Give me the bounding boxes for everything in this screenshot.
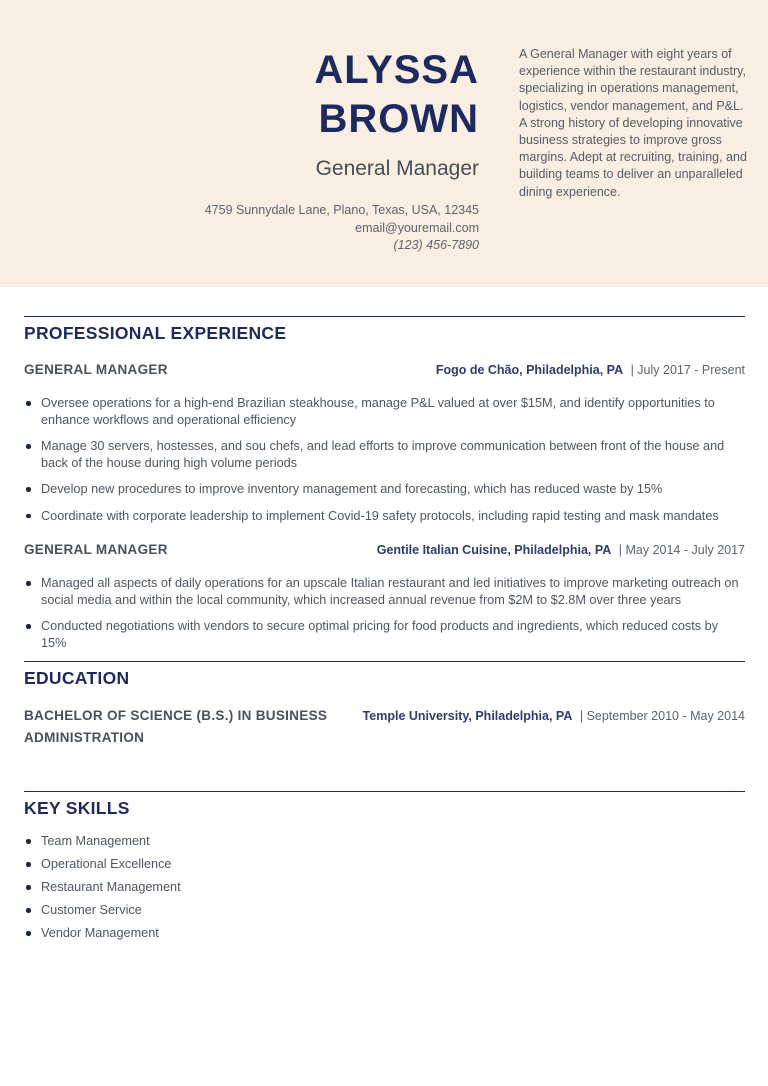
- education-row: [24, 705, 745, 749]
- header-identity-column: [24, 46, 479, 287]
- job-dates: | July 2017 - Present: [630, 363, 745, 377]
- job-bullet-list: [24, 575, 745, 651]
- section-divider: [24, 661, 745, 662]
- job-bullet: Conducted negotiations with vendors to secure optimal pricing for food products and ingredients, which reduced costs by 15%: [24, 618, 745, 651]
- job-bullet: Manage 30 servers, hostesses, and sou chefs, and lead efforts to improve communication between front of the house and back of the house during high volume periods: [24, 438, 745, 471]
- skill-item: Operational Excellence: [24, 856, 745, 873]
- section-divider: [24, 316, 745, 317]
- job-dates: | May 2014 - July 2017: [618, 543, 745, 557]
- job-entry-2: [24, 539, 745, 651]
- job-bullet: Develop new procedures to improve inventory management and forecasting, which has reduced waste by 15%: [24, 481, 745, 498]
- skill-item: Team Management: [24, 833, 745, 850]
- company-name: Gentile Italian Cuisine, Philadelphia, PA: [376, 543, 612, 557]
- job-header-row: [24, 539, 745, 561]
- experience-heading: PROFESSIONAL EXPERIENCE: [24, 323, 287, 343]
- header-job-title: General Manager: [315, 157, 479, 180]
- education-heading: EDUCATION: [24, 668, 130, 688]
- name-line-2: BROWN: [318, 97, 479, 141]
- education-dates: | September 2010 - May 2014: [579, 709, 745, 723]
- job-title: GENERAL MANAGER: [24, 362, 168, 377]
- resume-header: [0, 0, 768, 287]
- company-name: Fogo de Chão, Philadelphia, PA: [435, 363, 624, 377]
- job-meta: [377, 539, 745, 561]
- job-title: GENERAL MANAGER: [24, 542, 168, 557]
- summary-paragraph: A General Manager with eight years of experience within the restaurant industry, specializing in operations management, logistics, vendor management, and P&L. A strong history of developing innovative business strategies to improve gross margins. Adept at recruiting, training, and building teams to deliver an unparalleled dining experience.: [519, 47, 747, 199]
- section-divider: [24, 791, 745, 792]
- contact-phone: (123) 456-7890: [393, 238, 479, 252]
- skills-list: [24, 833, 745, 942]
- job-bullet: Oversee operations for a high-end Brazilian steakhouse, manage P&L valued at over $15M, and identify opportunities to enhance workflows and operational efficiency: [24, 395, 745, 428]
- job-entry-1: [24, 359, 745, 524]
- resume-body: [0, 287, 768, 942]
- education-meta: [363, 705, 745, 727]
- contact-address: 4759 Sunnydale Lane, Plano, Texas, USA, 12345: [204, 203, 479, 217]
- section-experience: [24, 316, 745, 651]
- job-bullet-list: [24, 395, 745, 524]
- school-name: Temple University, Philadelphia, PA: [362, 709, 573, 723]
- name-heading: [24, 46, 479, 144]
- job-header-row: [24, 359, 745, 381]
- skill-item: Restaurant Management: [24, 879, 745, 896]
- degree-title: BACHELOR OF SCIENCE (B.S.) IN BUSINESS ADMINISTRATION: [24, 708, 328, 745]
- name-line-1: ALYSSA: [314, 48, 479, 92]
- header-summary-column: [519, 46, 749, 287]
- job-bullet: Coordinate with corporate leadership to implement Covid-19 safety protocols, including rapid testing and mask mandates: [24, 508, 745, 525]
- skill-item: Vendor Management: [24, 925, 745, 942]
- skills-heading: KEY SKILLS: [24, 798, 130, 818]
- section-skills: [24, 791, 745, 942]
- section-education: [24, 661, 745, 749]
- job-bullet: Managed all aspects of daily operations for an upscale Italian restaurant and led initiatives to improve marketing outreach on social media and within the local community, which increased annual revenue from $2M to $2.8M over three years: [24, 575, 745, 608]
- job-meta: [436, 359, 745, 381]
- skill-item: Customer Service: [24, 902, 745, 919]
- contact-block: [24, 202, 479, 255]
- contact-email: email@youremail.com: [355, 220, 479, 235]
